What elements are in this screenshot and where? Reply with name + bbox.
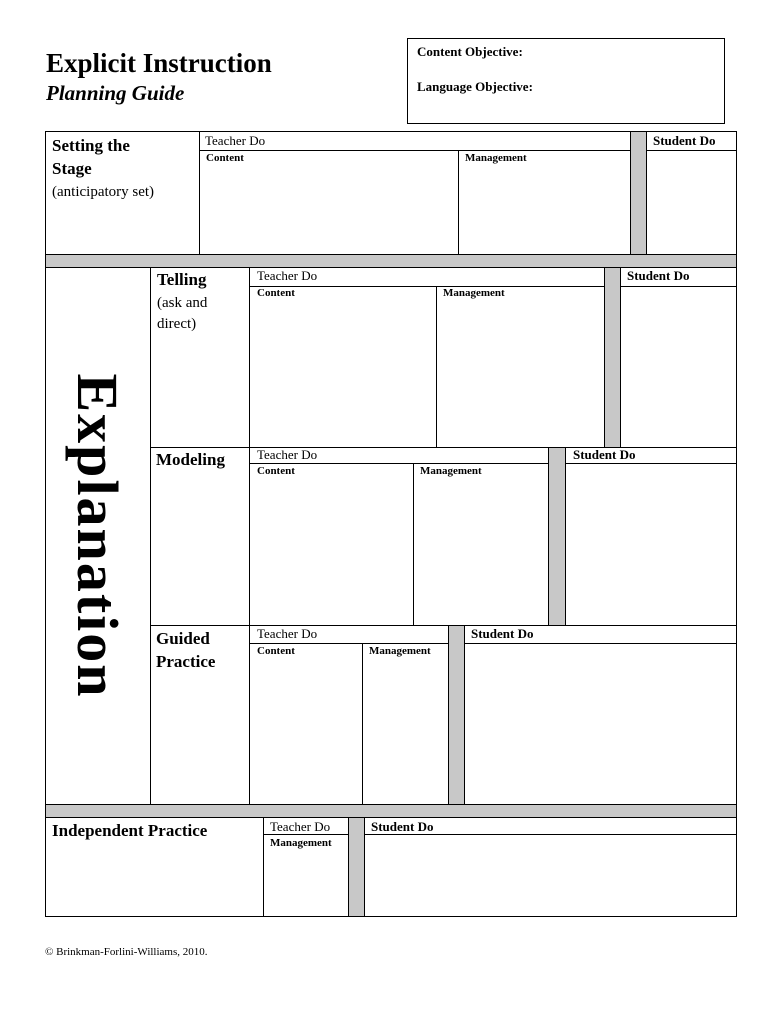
setting-stage-management: Management bbox=[465, 152, 527, 164]
objectives-box bbox=[407, 38, 725, 124]
page-subtitle: Planning Guide bbox=[46, 81, 185, 105]
independent-student-do: Student Do bbox=[371, 819, 434, 834]
modeling-teacher-do: Teacher Do bbox=[257, 447, 318, 462]
setting-stage-label-2: Stage bbox=[52, 159, 92, 178]
guided-practice-label-1: Guided bbox=[156, 629, 210, 648]
language-objective-label: Language Objective: bbox=[417, 79, 533, 94]
setting-stage-label-1: Setting the bbox=[52, 136, 130, 155]
setting-stage-student-do: Student Do bbox=[653, 133, 716, 148]
setting-stage-content: Content bbox=[206, 152, 244, 164]
explanation-vertical-text: Explanation bbox=[65, 373, 130, 699]
telling-student-do: Student Do bbox=[627, 268, 690, 283]
setting-stage-sublabel: (anticipatory set) bbox=[52, 184, 155, 200]
telling-content: Content bbox=[257, 287, 295, 299]
telling-sublabel-1: (ask and bbox=[157, 295, 208, 311]
separator-bar-2 bbox=[45, 804, 737, 818]
separator-bar-1 bbox=[45, 254, 737, 268]
modeling-label: Modeling bbox=[156, 450, 225, 469]
guided-teacher-do: Teacher Do bbox=[257, 626, 318, 641]
guided-management: Management bbox=[369, 645, 431, 657]
page-title: Explicit Instruction bbox=[46, 48, 272, 78]
telling-teacher-do: Teacher Do bbox=[257, 268, 318, 283]
modeling-content: Content bbox=[257, 465, 295, 477]
explanation-vertical-label bbox=[66, 374, 128, 699]
guided-practice-label-2: Practice bbox=[156, 652, 216, 671]
telling-management: Management bbox=[443, 287, 505, 299]
guided-student-do: Student Do bbox=[471, 626, 534, 641]
telling-label: Telling bbox=[157, 270, 207, 289]
independent-practice-label: Independent Practice bbox=[52, 821, 208, 840]
guided-content: Content bbox=[257, 645, 295, 657]
footer-copyright: © Brinkman-Forlini-Williams, 2010. bbox=[45, 946, 208, 958]
content-objective-label: Content Objective: bbox=[417, 44, 523, 59]
independent-management: Management bbox=[270, 837, 332, 849]
independent-teacher-do: Teacher Do bbox=[270, 819, 331, 834]
telling-sublabel-2: direct) bbox=[157, 316, 197, 332]
setting-stage-teacher-do: Teacher Do bbox=[205, 133, 266, 148]
modeling-student-do: Student Do bbox=[573, 447, 636, 462]
modeling-management: Management bbox=[420, 465, 482, 477]
